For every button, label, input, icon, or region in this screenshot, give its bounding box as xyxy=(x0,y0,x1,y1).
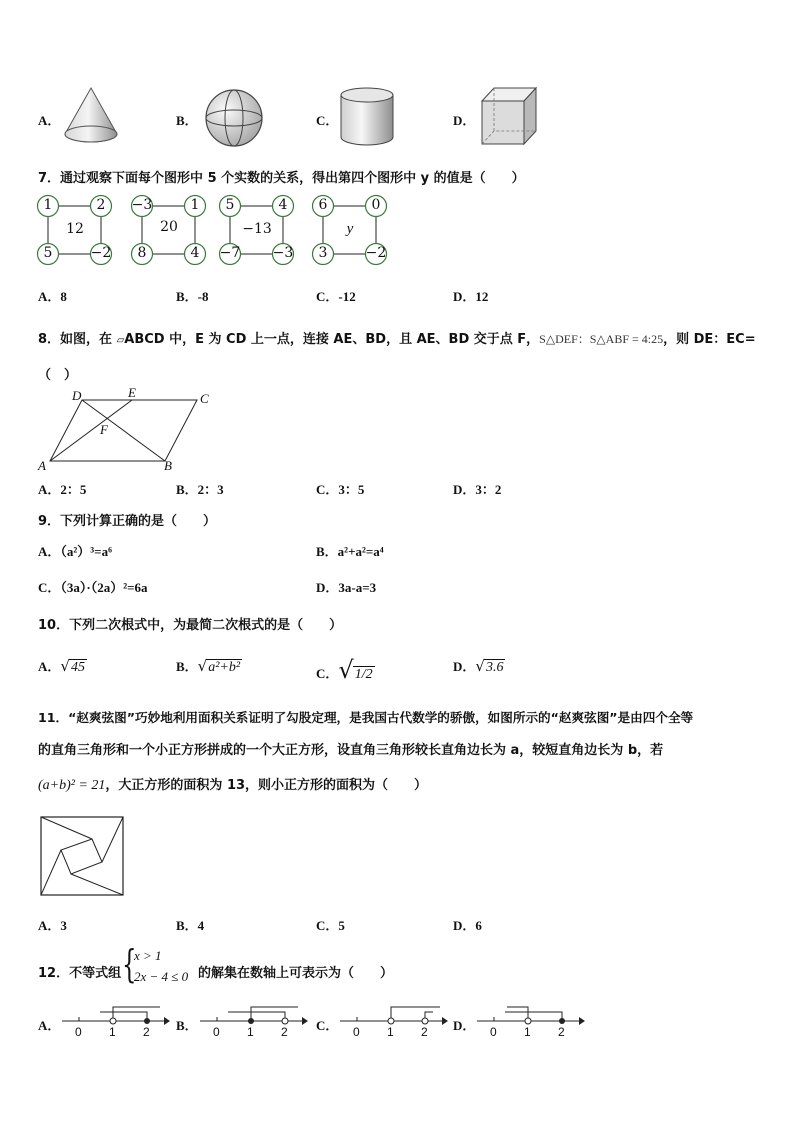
bl-number: −7 xyxy=(219,245,241,261)
q9-option-c[interactable]: C．（3a）·（2a）²=6a xyxy=(38,580,148,595)
tl-number: 5 xyxy=(225,197,235,213)
q10-label-a: A． xyxy=(38,659,61,674)
q12-option-c[interactable] xyxy=(316,1001,446,1041)
tl-number: 6 xyxy=(318,197,328,213)
q8-stem-a: 8．如图，在 xyxy=(38,332,117,347)
bl-number: 3 xyxy=(318,245,328,261)
q6-option-d[interactable]: D． xyxy=(453,113,476,128)
tick-0: 0 xyxy=(490,1025,497,1039)
tick-1: 1 xyxy=(387,1025,394,1039)
tick-0: 0 xyxy=(75,1025,82,1039)
q7-option-a[interactable]: A．8 xyxy=(38,289,67,304)
zhao-shuang-diagram xyxy=(40,816,126,898)
q10-radicand-b: a²+b² xyxy=(208,660,241,675)
cube-icon xyxy=(478,85,540,147)
radical-icon: √ xyxy=(197,657,208,675)
tick-0: 0 xyxy=(353,1025,360,1039)
q7-option-c[interactable]: C．-12 xyxy=(316,289,356,304)
tick-1: 1 xyxy=(524,1025,531,1039)
radical-icon: √ xyxy=(475,657,485,675)
q11-option-c[interactable]: C．5 xyxy=(316,918,345,933)
label-a: A xyxy=(38,458,46,473)
tick-1: 1 xyxy=(247,1025,254,1039)
cone-icon xyxy=(60,86,122,144)
q8-stem xyxy=(38,328,756,347)
bl-number: 5 xyxy=(43,245,53,261)
q9-stem: 9．下列计算正确的是（ ） xyxy=(38,514,217,529)
inequality-2: 2x − 4 ≤ 0 xyxy=(134,969,189,984)
bl-number: 8 xyxy=(137,245,147,261)
q12-stem-a: 12．不等式组 xyxy=(38,966,122,981)
tl-number: −3 xyxy=(131,197,153,213)
q8-area-ratio: S△DEF：S△ABF = 4:25 xyxy=(539,332,664,346)
q8-stem-line2: （ ） xyxy=(38,368,78,383)
q10-option-d[interactable] xyxy=(453,656,505,676)
q10-label-b: B． xyxy=(176,659,198,674)
center-number: −13 xyxy=(242,221,272,237)
q8-option-b[interactable]: B．2：3 xyxy=(176,482,224,497)
q8-option-d[interactable]: D．3：2 xyxy=(453,482,502,497)
tr-number: 2 xyxy=(96,197,106,213)
tick-2: 2 xyxy=(421,1025,428,1039)
q12-inequality-system xyxy=(122,942,192,988)
center-number: 20 xyxy=(160,219,178,235)
q12-option-d[interactable] xyxy=(453,1001,583,1041)
label-d: D xyxy=(72,388,82,403)
brace-icon: { xyxy=(122,942,137,986)
q7-figure-1 xyxy=(36,193,118,269)
q8-option-c[interactable]: C．3：5 xyxy=(316,482,365,497)
label-b: B xyxy=(164,458,172,473)
q7-figure-4 xyxy=(311,193,393,269)
q7-stem: 7．通过观察下面每个图形中 5 个实数的关系，得出第四个图形中 y 的值是（ ） xyxy=(38,171,525,186)
q8-stem-c: ，则 DE：EC= xyxy=(663,332,756,347)
q8-parallelogram-figure xyxy=(36,385,216,474)
tr-number: 4 xyxy=(278,197,288,213)
radical-icon: √ xyxy=(338,656,354,684)
tick-2: 2 xyxy=(558,1025,565,1039)
tr-number: 0 xyxy=(371,197,381,213)
q12-option-b[interactable] xyxy=(176,1001,306,1041)
tr-number: 1 xyxy=(190,197,200,213)
label-f: F xyxy=(100,422,108,437)
q7-figure-3 xyxy=(218,193,300,269)
q11-stem-line3 xyxy=(38,774,427,794)
tick-2: 2 xyxy=(143,1025,150,1039)
q7-figure-2 xyxy=(130,193,212,269)
q10-radicand-d: 3.6 xyxy=(485,660,504,675)
tick-0: 0 xyxy=(213,1025,220,1039)
sphere-icon xyxy=(204,88,264,148)
center-number: y xyxy=(346,221,354,237)
br-number: 4 xyxy=(190,245,200,261)
parallelogram-diagram xyxy=(36,388,216,474)
radical-icon: √ xyxy=(60,657,70,675)
q8-stem-b: ABCD 中，E 为 CD 上一点，连接 AE、BD，且 AE、BD 交于点 F， xyxy=(124,332,540,347)
br-number: −3 xyxy=(272,245,294,261)
q11-option-a[interactable]: A．3 xyxy=(38,918,67,933)
q9-option-d[interactable]: D．3a-a=3 xyxy=(316,580,377,595)
q6-option-b[interactable]: B． xyxy=(176,113,198,128)
tl-number: 1 xyxy=(43,197,53,213)
q10-option-b[interactable] xyxy=(176,656,242,676)
q10-radicand-a: 45 xyxy=(70,660,85,675)
label-c: C xyxy=(200,391,209,406)
q11-stem-line1: 11．“赵爽弦图”巧妙地利用面积关系证明了勾股定理，是我国古代数学的骄傲，如图所示的“赵爽弦图”是由四个全等 xyxy=(38,710,694,725)
q9-option-b[interactable]: B．a²+a²=a⁴ xyxy=(316,544,384,559)
br-number: −2 xyxy=(365,245,387,261)
q7-option-d[interactable]: D．12 xyxy=(453,289,489,304)
q12-label-d: D． xyxy=(453,1018,476,1033)
q10-label-d: D． xyxy=(453,659,476,674)
q8-option-a[interactable]: A．2：5 xyxy=(38,482,87,497)
q9-option-a[interactable]: A．（a²）³=a⁶ xyxy=(38,544,112,559)
q6-option-c[interactable]: C． xyxy=(316,113,339,128)
q6-option-a[interactable]: A． xyxy=(38,113,61,128)
q12-option-a[interactable] xyxy=(38,1001,168,1041)
q11-formula: (a+b)² = 21 xyxy=(38,778,106,793)
parallelogram-icon: ▱ xyxy=(116,335,125,346)
q11-option-b[interactable]: B．4 xyxy=(176,918,205,933)
q10-option-c[interactable] xyxy=(316,656,375,684)
label-e: E xyxy=(128,385,136,400)
q10-stem: 10．下列二次根式中，为最简二次根式的是（ ） xyxy=(38,618,343,633)
inequality-1: x > 1 xyxy=(134,948,162,963)
q7-option-b[interactable]: B．-8 xyxy=(176,289,209,304)
q11-stem-line2: 的直角三角形和一个小正方形拼成的一个大正方形，设直角三角形较长直角边长为 a，较短直角边长为 b，若 xyxy=(38,743,664,758)
q12-label-b: B． xyxy=(176,1018,198,1033)
center-number: 12 xyxy=(66,221,84,237)
tick-2: 2 xyxy=(281,1025,288,1039)
br-number: −2 xyxy=(90,245,112,261)
q12-label-a: A． xyxy=(38,1018,61,1033)
q10-radicand-c: 1/2 xyxy=(354,667,373,682)
q12-label-c: C． xyxy=(316,1018,339,1033)
q10-label-c: C． xyxy=(316,666,339,681)
q11-option-d[interactable]: D．6 xyxy=(453,918,482,933)
q11-stem-line3-text: ，大正方形的面积为 13，则小正方形的面积为（ ） xyxy=(105,778,428,793)
tick-1: 1 xyxy=(109,1025,116,1039)
cylinder-icon xyxy=(338,86,396,148)
q10-option-a[interactable] xyxy=(38,656,87,676)
q12-stem-b: 的解集在数轴上可表示为（ ） xyxy=(198,966,394,981)
